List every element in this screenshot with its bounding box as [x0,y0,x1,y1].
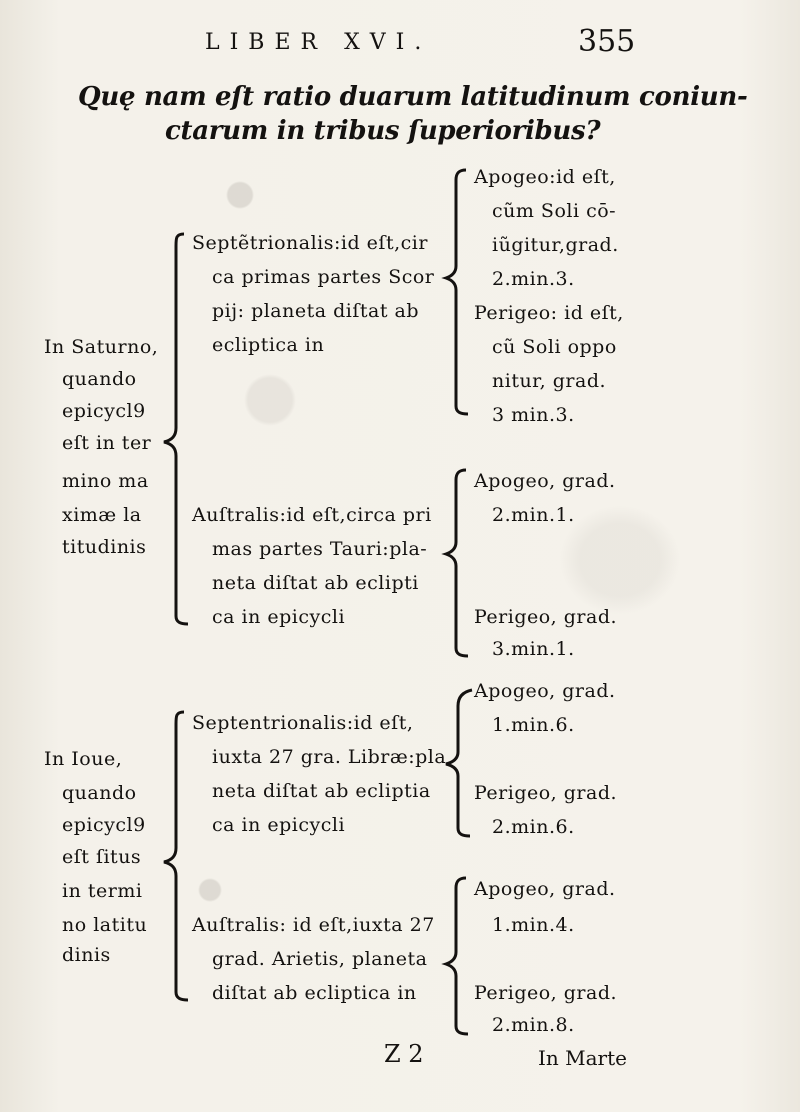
saturn-label-line: ximæ la [62,504,142,526]
catchword: In Marte [538,1046,627,1070]
jupiter-north-brace [446,690,472,836]
branch-line: 2.min.8. [492,1014,575,1036]
page-number: 355 [578,24,636,59]
branch-line: Apogeo:id eſt, [474,166,616,188]
text-line: mas partes Tauri:pla- [212,538,428,560]
branch-line: 3.min.1. [492,638,575,660]
saturn-label-line: In Saturno, [44,336,159,358]
branch-line: Perigeo, grad. [474,606,618,628]
branch-line: 1.min.6. [492,714,575,736]
signature-mark: Z 2 [384,1040,424,1068]
jupiter-label-line: in termi [62,880,143,902]
saturn-north-brace [446,170,468,414]
question-line-2: ctarum in tribus ſuperioribus? [165,116,601,146]
text-line: ca primas partes Scor [212,266,435,288]
branch-line: 2.min.1. [492,504,575,526]
text-line: Auſtralis: id eſt,iuxta 27 [192,914,435,936]
saturn-label-line: titudinis [62,536,147,558]
saturn-south-brace [446,470,468,656]
text-line: ecliptica in [212,334,325,356]
branch-line: cũm Soli cō- [492,200,617,222]
text-line: ca in epicycli [212,606,346,628]
jupiter-label-line: quando [62,782,137,804]
saturn-label-line: mino ma [62,470,149,492]
running-title: LIBER XVI. [205,30,432,55]
jupiter-label-line: In Ioue, [44,748,123,770]
branch-line: Apogeo, grad. [474,680,616,702]
branch-line: Apogeo, grad. [474,470,616,492]
jupiter-label-line: no latitu [62,914,148,936]
text-line: Septẽtrionalis:id eſt,cir [192,232,428,254]
branch-line: Apogeo, grad. [474,878,616,900]
saturn-label-line: quando [62,368,137,390]
jupiter-label-line: epicycl9 [62,814,146,836]
branch-line: Perigeo, grad. [474,982,618,1004]
branch-line: 2.min.6. [492,816,575,838]
branch-line: 2.min.3. [492,268,575,290]
saturn-label-line: epicycl9 [62,400,146,422]
text-line: diſtat ab ecliptica in [212,982,417,1004]
text-line: grad. Arietis, planeta [212,948,428,970]
saturn-main-brace [164,234,188,624]
text-line: neta diſtat ab eclipti [212,572,419,594]
jupiter-label-line: eſt ſitus [62,846,142,868]
text-line: Auſtralis:id eſt,circa pri [192,504,432,526]
saturn-label-line: eſt in ter [62,432,152,454]
text-line: ca in epicycli [212,814,346,836]
branch-line: Perigeo, grad. [474,782,618,804]
branch-line: 1.min.4. [492,914,575,936]
text-line: pij: planeta diſtat ab [212,300,420,322]
branch-line: cũ Soli oppo [492,336,617,358]
jupiter-main-brace [164,712,188,1000]
jupiter-south-brace [446,878,468,1034]
branch-line: Perigeo: id eſt, [474,302,624,324]
question-line-1: Quę nam eſt ratio duarum latitudinum coniun- [78,82,748,112]
text-line: neta diſtat ab ecliptia [212,780,431,802]
branch-line: 3 min.3. [492,404,575,426]
text-line: iuxta 27 gra. Libræ:pla [212,746,447,768]
branch-line: iũgitur,grad. [492,234,619,256]
jupiter-label-line: dinis [62,944,111,966]
text-line: Septentrionalis:id eſt, [192,712,414,734]
branch-line: nitur, grad. [492,370,607,392]
